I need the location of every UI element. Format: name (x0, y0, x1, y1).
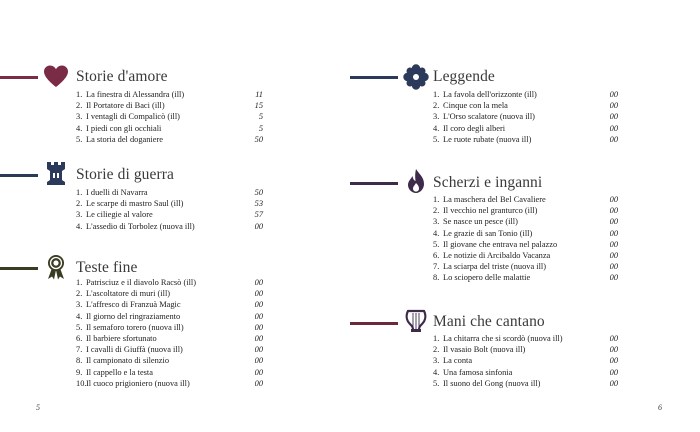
item-title: Il coro degli alberi (443, 123, 506, 133)
heart-icon (43, 64, 69, 90)
list-item (76, 378, 263, 389)
list-item (433, 261, 618, 272)
list-item (433, 134, 618, 145)
list-item (76, 333, 263, 344)
section-title: Storie d'amore (76, 68, 168, 85)
item-page: 00 (609, 262, 618, 272)
list-item (433, 272, 618, 283)
flame-icon (403, 168, 429, 194)
item-page: 00 (254, 221, 263, 231)
flower-icon (403, 64, 429, 90)
item-title: Lo sciopero delle malattie (443, 273, 531, 283)
item-page: 57 (254, 210, 263, 220)
lyre-icon (403, 308, 429, 334)
list-item (433, 378, 618, 389)
item-number: 2. (433, 206, 440, 216)
item-page: 00 (254, 378, 263, 388)
item-number: 3. (433, 112, 440, 122)
list-item (76, 288, 263, 299)
list-item (433, 194, 618, 205)
list-item (433, 205, 618, 216)
section-title: Mani che cantano (433, 313, 545, 330)
section-rule (350, 322, 398, 325)
item-title: La favola dell'orizzonte (ill) (443, 90, 537, 99)
list-item (76, 123, 263, 134)
item-page: 5 (258, 123, 263, 133)
item-page: 00 (609, 206, 618, 216)
item-number: 9. (76, 367, 83, 377)
rosette-icon (43, 254, 69, 280)
item-number: 2. (433, 101, 440, 111)
item-number: 3. (76, 210, 83, 220)
item-number: 7. (433, 262, 440, 272)
item-page: 00 (609, 334, 618, 343)
item-page: 00 (609, 123, 618, 133)
list-item (76, 134, 263, 145)
item-number: 4. (433, 123, 440, 133)
list-item (433, 239, 618, 250)
list-item (76, 311, 263, 322)
section-rule (0, 267, 38, 270)
item-title: Una famosa sinfonia (443, 367, 513, 377)
list-item (76, 299, 263, 310)
item-number: 8. (433, 273, 440, 283)
item-page: 00 (254, 356, 263, 366)
item-number: 6. (76, 333, 83, 343)
item-title: L'Orso scalatore (nuova ill) (443, 112, 535, 122)
list-item (76, 198, 263, 209)
item-title: La conta (443, 356, 473, 366)
item-title: I duelli di Navarra (86, 188, 148, 197)
item-number: 2. (76, 199, 83, 209)
item-number: 4. (433, 367, 440, 377)
list-item (433, 111, 618, 122)
section-title: Storie di guerra (76, 166, 175, 183)
item-number: 7. (76, 345, 83, 355)
item-number: 1. (76, 188, 83, 197)
item-page: 00 (609, 356, 618, 366)
item-title: Le scarpe di mastro Saul (ill) (86, 199, 184, 209)
item-page: 00 (609, 134, 618, 144)
item-number: 1. (433, 195, 440, 204)
item-title: L'affresco di Franzuà Magic (86, 300, 181, 310)
list-item (433, 333, 618, 344)
item-number: 5. (76, 322, 83, 332)
item-page: 50 (254, 188, 263, 197)
item-page: 15 (254, 101, 263, 111)
item-title: Il vasaio Bolt (nuova ill) (443, 345, 526, 355)
item-page: 5 (258, 112, 263, 122)
item-number: 4. (76, 221, 83, 231)
item-title: L'assedio di Torbolez (nuova ill) (86, 221, 195, 231)
list-item (76, 209, 263, 220)
section-rule (0, 174, 38, 177)
item-title: I piedi con gli occhiali (86, 123, 162, 133)
list-item (76, 221, 263, 232)
item-page: 00 (254, 311, 263, 321)
item-page: 00 (609, 217, 618, 227)
story-list (433, 89, 618, 145)
item-number: 3. (76, 300, 83, 310)
story-list (433, 194, 618, 284)
item-title: Il vecchio nel granturco (ill) (443, 206, 538, 216)
item-title: Il cappello e la testa (86, 367, 153, 377)
item-title: Le notizie di Arcibaldo Vacanza (443, 250, 551, 260)
item-number: 5. (433, 378, 440, 388)
story-list (76, 187, 263, 232)
item-number: 4. (76, 311, 83, 321)
item-page: 00 (609, 367, 618, 377)
item-page: 11 (255, 90, 263, 99)
list-item (433, 250, 618, 261)
item-title: La sciarpa del triste (nuova ill) (443, 262, 547, 272)
list-item (76, 322, 263, 333)
item-number: 5. (76, 134, 83, 144)
section-title: Leggende (433, 68, 495, 85)
item-page: 00 (609, 345, 618, 355)
item-title: Se nasce un pesce (ill) (443, 217, 518, 227)
section-rule (350, 182, 398, 185)
list-item (433, 228, 618, 239)
list-item (76, 277, 263, 288)
section-title: Scherzi e inganni (433, 174, 543, 191)
item-title: La chitarra che si scordò (nuova ill) (443, 334, 563, 343)
item-title: La storia del doganiere (86, 134, 163, 144)
item-page: 00 (609, 250, 618, 260)
item-title: Il Portatore di Baci (ill) (86, 101, 165, 111)
item-number: 1. (76, 90, 83, 99)
item-title: Il giorno del ringraziamento (86, 311, 181, 321)
list-item (433, 216, 618, 227)
item-page: 00 (609, 239, 618, 249)
item-number: 6. (433, 250, 440, 260)
item-title: Il semaforo torero (nuova ill) (86, 322, 184, 332)
item-number: 1. (433, 334, 440, 343)
item-page: 00 (609, 112, 618, 122)
item-number: 1. (76, 278, 83, 287)
item-page: 00 (254, 322, 263, 332)
item-page: 00 (609, 378, 618, 388)
item-number: 8. (76, 356, 83, 366)
item-title: La finestra di Alessandra (ill) (86, 90, 185, 99)
item-number: 3. (76, 112, 83, 122)
item-title: L'ascoltatore di muri (ill) (86, 289, 171, 299)
item-title: Il campionato di silenzio (86, 356, 170, 366)
item-page: 00 (254, 333, 263, 343)
item-number: 2. (76, 101, 83, 111)
item-page: 00 (254, 278, 263, 287)
item-title: Patrisciuz e il diavolo Racsò (ill) (86, 278, 197, 287)
item-title: Le ciliegie al valore (86, 210, 153, 220)
item-page: 00 (254, 289, 263, 299)
item-number: 5. (433, 134, 440, 144)
story-list (433, 333, 618, 389)
item-title: Il giovane che entrava nel palazzo (443, 239, 558, 249)
item-page: 00 (609, 195, 618, 204)
list-item (76, 344, 263, 355)
list-item (433, 89, 618, 100)
item-number: 3. (433, 217, 440, 227)
list-item (76, 100, 263, 111)
list-item (76, 355, 263, 366)
item-page: 00 (609, 90, 618, 99)
item-number: 4. (76, 123, 83, 133)
page-number-right: 6 (658, 403, 662, 412)
item-number: 3. (433, 356, 440, 366)
list-item (76, 111, 263, 122)
item-title: Le ruote rubate (nuova ill) (443, 134, 532, 144)
list-item (433, 367, 618, 378)
item-page: 00 (609, 101, 618, 111)
item-page: 00 (254, 345, 263, 355)
list-item (76, 89, 263, 100)
item-page: 50 (254, 134, 263, 144)
item-page: 00 (254, 300, 263, 310)
item-number: 5. (433, 239, 440, 249)
item-number: 1. (433, 90, 440, 99)
item-page: 53 (254, 199, 263, 209)
section-rule (0, 76, 38, 79)
item-title: Il suono del Gong (nuova ill) (443, 378, 541, 388)
list-item (76, 367, 263, 378)
item-page: 00 (609, 228, 618, 238)
item-page: 00 (609, 273, 618, 283)
item-number: 2. (76, 289, 83, 299)
item-title: Cinque con la mela (443, 101, 508, 111)
rook-icon (43, 160, 69, 186)
item-title: Il barbiere sfortunato (86, 333, 157, 343)
item-page: 00 (254, 367, 263, 377)
item-title: Il cuoco prigioniero (nuova ill) (86, 378, 190, 388)
section-title: Teste fine (76, 259, 138, 276)
section-rule (350, 76, 398, 79)
item-title: I cavalli di Giuffà (nuova ill) (86, 345, 183, 355)
story-list (76, 89, 263, 145)
item-title: Le grazie di san Tonio (ill) (443, 228, 533, 238)
item-number: 4. (433, 228, 440, 238)
item-title: I ventagli di Compalicò (ill) (86, 112, 180, 122)
story-list (76, 277, 263, 389)
page-number-left: 5 (36, 403, 40, 412)
list-item (433, 100, 618, 111)
item-title: La maschera del Bel Cavaliere (443, 195, 546, 204)
list-item (433, 344, 618, 355)
list-item (433, 123, 618, 134)
item-number: 10. (76, 378, 87, 388)
item-number: 2. (433, 345, 440, 355)
list-item (433, 355, 618, 366)
list-item (76, 187, 263, 198)
